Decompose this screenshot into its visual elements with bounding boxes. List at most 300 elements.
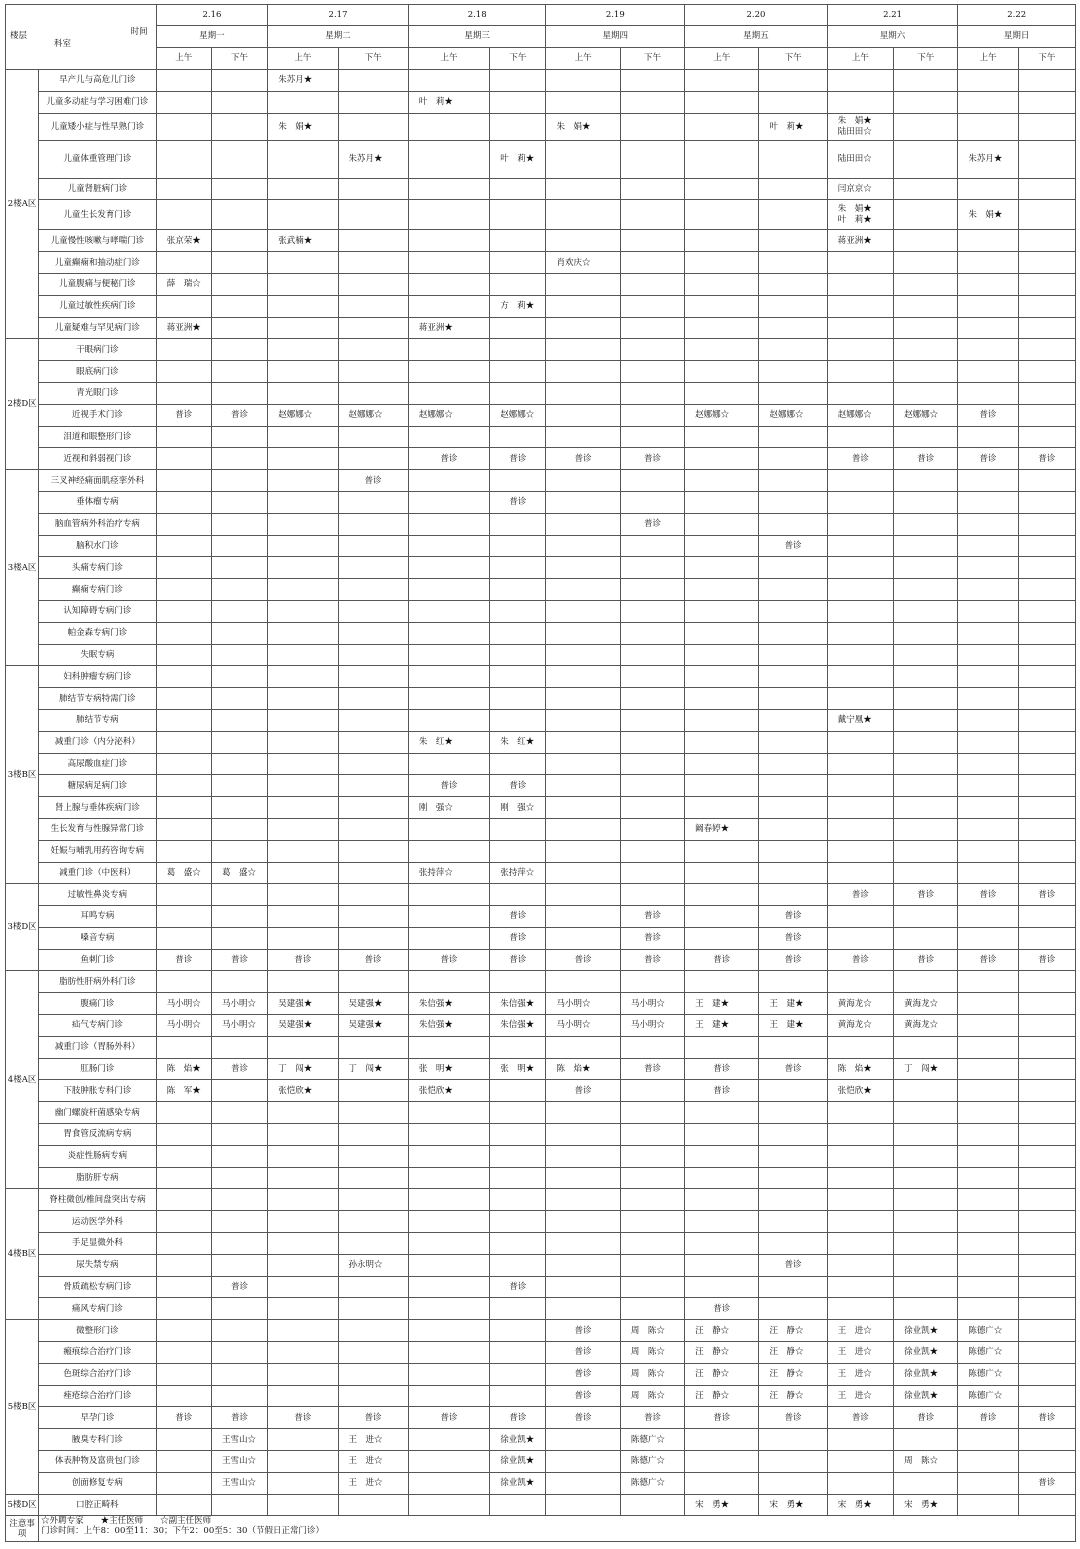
- doctor-cell: [958, 862, 1018, 884]
- doctor-cell: [620, 622, 684, 644]
- weekday-header: 星期六: [827, 26, 958, 47]
- doctor-cell: [759, 1036, 827, 1058]
- doctor-cell: [759, 753, 827, 775]
- doctor-cell: [156, 688, 211, 710]
- doctor-cell: [894, 1145, 958, 1167]
- department-name: 色斑综合治疗门诊: [39, 1363, 157, 1385]
- doctor-cell: [1018, 906, 1075, 928]
- doctor-cell: [894, 753, 958, 775]
- doctor-cell: [958, 535, 1018, 557]
- doctor-cell: 普诊: [490, 1407, 546, 1429]
- doctor-cell: [156, 884, 211, 906]
- doctor-cell: [759, 1211, 827, 1233]
- doctor-cell: 朱 娟★ 陆田田☆: [827, 113, 893, 140]
- doctor-cell: [827, 535, 893, 557]
- doctor-cell: [1018, 557, 1075, 579]
- doctor-cell: [156, 426, 211, 448]
- doctor-cell: [408, 230, 489, 252]
- doctor-cell: [1018, 731, 1075, 753]
- doctor-cell: [268, 1298, 338, 1320]
- doctor-cell: [211, 113, 267, 140]
- doctor-cell: [1018, 1385, 1075, 1407]
- doctor-cell: [546, 971, 620, 993]
- doctor-cell: 普诊: [685, 1080, 759, 1102]
- doctor-cell: [894, 1167, 958, 1189]
- doctor-cell: [620, 644, 684, 666]
- doctor-cell: 普诊: [620, 448, 684, 470]
- doctor-cell: [759, 230, 827, 252]
- doctor-cell: 马小明☆: [546, 1015, 620, 1037]
- doctor-cell: 普诊: [894, 884, 958, 906]
- doctor-cell: [827, 382, 893, 404]
- schedule-row: [6, 731, 1076, 753]
- doctor-cell: 普诊: [759, 1407, 827, 1429]
- doctor-cell: [546, 775, 620, 797]
- doctor-cell: [1018, 295, 1075, 317]
- schedule-row: [6, 884, 1076, 906]
- doctor-cell: [211, 295, 267, 317]
- doctor-cell: [827, 579, 893, 601]
- doctor-cell: [685, 200, 759, 230]
- doctor-cell: [958, 579, 1018, 601]
- doctor-cell: [827, 1276, 893, 1298]
- schedule-row: [6, 971, 1076, 993]
- doctor-cell: [156, 513, 211, 535]
- doctor-cell: [408, 273, 489, 295]
- department-name: 近视手术门诊: [39, 404, 157, 426]
- doctor-cell: 黄海龙☆: [827, 1015, 893, 1037]
- doctor-cell: [685, 295, 759, 317]
- doctor-cell: [156, 775, 211, 797]
- doctor-cell: [211, 178, 267, 200]
- doctor-cell: [211, 709, 267, 731]
- doctor-cell: [759, 1189, 827, 1211]
- doctor-cell: [1018, 753, 1075, 775]
- schedule-row: [6, 273, 1076, 295]
- doctor-cell: [827, 688, 893, 710]
- doctor-cell: 吴建强★: [338, 1015, 408, 1037]
- doctor-cell: [620, 1080, 684, 1102]
- doctor-cell: [408, 513, 489, 535]
- doctor-cell: [156, 1298, 211, 1320]
- doctor-cell: [620, 688, 684, 710]
- doctor-cell: [268, 426, 338, 448]
- doctor-cell: [156, 252, 211, 274]
- doctor-cell: [338, 1124, 408, 1146]
- doctor-cell: [685, 1124, 759, 1146]
- doctor-cell: [685, 1167, 759, 1189]
- doctor-cell: [546, 1298, 620, 1320]
- doctor-cell: 普诊: [211, 1276, 267, 1298]
- department-name: 下肢肿胀专科门诊: [39, 1080, 157, 1102]
- doctor-cell: [490, 273, 546, 295]
- doctor-cell: 王 进☆: [338, 1472, 408, 1494]
- schedule-row: [6, 382, 1076, 404]
- doctor-cell: [490, 1363, 546, 1385]
- doctor-cell: [546, 91, 620, 113]
- doctor-cell: [338, 295, 408, 317]
- doctor-cell: [894, 426, 958, 448]
- schedule-row: [6, 753, 1076, 775]
- doctor-cell: [211, 426, 267, 448]
- doctor-cell: [1018, 1167, 1075, 1189]
- department-name: 早产儿与高危儿门诊: [39, 70, 157, 92]
- doctor-cell: [211, 361, 267, 383]
- doctor-cell: 普诊: [338, 1407, 408, 1429]
- doctor-cell: [268, 818, 338, 840]
- doctor-cell: [211, 818, 267, 840]
- doctor-cell: [338, 1167, 408, 1189]
- doctor-cell: [958, 317, 1018, 339]
- doctor-cell: 普诊: [156, 1407, 211, 1429]
- doctor-cell: [546, 862, 620, 884]
- schedule-row: [6, 557, 1076, 579]
- schedule-row: [6, 513, 1076, 535]
- doctor-cell: [338, 339, 408, 361]
- department-name: 减重门诊（内分泌科）: [39, 731, 157, 753]
- department-name: 儿童过敏性疾病门诊: [39, 295, 157, 317]
- doctor-cell: [211, 1385, 267, 1407]
- doctor-cell: [958, 906, 1018, 928]
- doctor-cell: [827, 971, 893, 993]
- doctor-cell: [827, 361, 893, 383]
- doctor-cell: 普诊: [490, 448, 546, 470]
- doctor-cell: [408, 339, 489, 361]
- doctor-cell: [894, 1233, 958, 1255]
- doctor-cell: [268, 1320, 338, 1342]
- department-name: 腹痛门诊: [39, 993, 157, 1015]
- schedule-row: [6, 840, 1076, 862]
- doctor-cell: [1018, 113, 1075, 140]
- floor-label: 4楼A区: [6, 971, 39, 1189]
- doctor-cell: 蒋亚洲★: [408, 317, 489, 339]
- doctor-cell: [620, 317, 684, 339]
- doctor-cell: 普诊: [211, 1407, 267, 1429]
- schedule-row: [6, 949, 1076, 971]
- doctor-cell: 朱信强★: [408, 1015, 489, 1037]
- department-name: 儿童生长发育门诊: [39, 200, 157, 230]
- schedule-row: [6, 1211, 1076, 1233]
- doctor-cell: 王 进☆: [827, 1320, 893, 1342]
- doctor-cell: [408, 1167, 489, 1189]
- doctor-cell: [620, 1124, 684, 1146]
- department-name: 脊柱微创/椎间盘突出专病: [39, 1189, 157, 1211]
- doctor-cell: [1018, 1015, 1075, 1037]
- doctor-cell: [546, 927, 620, 949]
- doctor-cell: 王 进☆: [338, 1429, 408, 1451]
- department-name: 青光眼门诊: [39, 382, 157, 404]
- corner-header-cell: [6, 5, 157, 70]
- doctor-cell: [490, 91, 546, 113]
- doctor-cell: [894, 295, 958, 317]
- doctor-cell: [156, 1276, 211, 1298]
- doctor-cell: 周 陈☆: [620, 1320, 684, 1342]
- doctor-cell: [894, 971, 958, 993]
- doctor-cell: [408, 426, 489, 448]
- doctor-cell: [546, 1211, 620, 1233]
- doctor-cell: 吴建强★: [268, 993, 338, 1015]
- doctor-cell: [759, 295, 827, 317]
- doctor-cell: [759, 513, 827, 535]
- doctor-cell: [685, 113, 759, 140]
- doctor-cell: [156, 113, 211, 140]
- doctor-cell: [338, 1102, 408, 1124]
- floor-label: 5楼D区: [6, 1494, 39, 1516]
- doctor-cell: [894, 1080, 958, 1102]
- doctor-cell: [620, 178, 684, 200]
- doctor-cell: [268, 1363, 338, 1385]
- doctor-cell: [620, 113, 684, 140]
- doctor-cell: [894, 1102, 958, 1124]
- doctor-cell: [338, 1342, 408, 1364]
- doctor-cell: [211, 579, 267, 601]
- doctor-cell: [408, 1124, 489, 1146]
- doctor-cell: [894, 927, 958, 949]
- doctor-cell: [759, 382, 827, 404]
- doctor-cell: [546, 178, 620, 200]
- doctor-cell: 王雪山☆: [211, 1472, 267, 1494]
- doctor-cell: [546, 200, 620, 230]
- doctor-cell: [268, 971, 338, 993]
- doctor-cell: [827, 1124, 893, 1146]
- doctor-cell: [268, 1233, 338, 1255]
- doctor-cell: [894, 200, 958, 230]
- doctor-cell: 普诊: [408, 949, 489, 971]
- doctor-cell: 普诊: [546, 1342, 620, 1364]
- doctor-cell: [685, 1276, 759, 1298]
- doctor-cell: [211, 666, 267, 688]
- doctor-cell: [268, 535, 338, 557]
- doctor-cell: 陈德广☆: [958, 1342, 1018, 1364]
- doctor-cell: 葛 盛☆: [156, 862, 211, 884]
- doctor-cell: [827, 797, 893, 819]
- doctor-cell: [546, 404, 620, 426]
- doctor-cell: [338, 382, 408, 404]
- schedule-row: [6, 688, 1076, 710]
- pm-header: 下午: [1018, 47, 1075, 69]
- doctor-cell: [759, 1472, 827, 1494]
- doctor-cell: [156, 797, 211, 819]
- doctor-cell: [685, 797, 759, 819]
- doctor-cell: [1018, 644, 1075, 666]
- doctor-cell: [827, 426, 893, 448]
- doctor-cell: [211, 1233, 267, 1255]
- floor-label: 3楼B区: [6, 666, 39, 884]
- doctor-cell: [759, 884, 827, 906]
- date-header: 2.19: [546, 5, 685, 26]
- doctor-cell: 赵娜娜☆: [685, 404, 759, 426]
- doctor-cell: 普诊: [546, 949, 620, 971]
- doctor-cell: [268, 644, 338, 666]
- doctor-cell: [1018, 230, 1075, 252]
- doctor-cell: 普诊: [759, 906, 827, 928]
- doctor-cell: [546, 1451, 620, 1473]
- doctor-cell: [958, 382, 1018, 404]
- doctor-cell: [156, 818, 211, 840]
- doctor-cell: [211, 91, 267, 113]
- doctor-cell: [620, 1189, 684, 1211]
- doctor-cell: [958, 1451, 1018, 1473]
- doctor-cell: 刚 强☆: [490, 797, 546, 819]
- doctor-cell: [685, 1451, 759, 1473]
- department-name: 失眠专病: [39, 644, 157, 666]
- doctor-cell: [620, 1494, 684, 1516]
- doctor-cell: [958, 70, 1018, 92]
- doctor-cell: [827, 1254, 893, 1276]
- doctor-cell: [268, 1451, 338, 1473]
- doctor-cell: 朱 娟★: [546, 113, 620, 140]
- doctor-cell: [490, 1080, 546, 1102]
- doctor-cell: [268, 1189, 338, 1211]
- department-name: 儿童矮小症与性早熟门诊: [39, 113, 157, 140]
- doctor-cell: [268, 361, 338, 383]
- doctor-cell: [759, 644, 827, 666]
- doctor-cell: 吴建强★: [338, 993, 408, 1015]
- doctor-cell: [685, 731, 759, 753]
- doctor-cell: [546, 1189, 620, 1211]
- doctor-cell: [958, 426, 1018, 448]
- doctor-cell: [211, 339, 267, 361]
- doctor-cell: [1018, 491, 1075, 513]
- doctor-cell: [408, 1189, 489, 1211]
- doctor-cell: [338, 1189, 408, 1211]
- doctor-cell: [490, 1342, 546, 1364]
- doctor-cell: [894, 513, 958, 535]
- doctor-cell: [268, 862, 338, 884]
- doctor-cell: [211, 535, 267, 557]
- doctor-cell: [759, 1451, 827, 1473]
- doctor-cell: [827, 818, 893, 840]
- doctor-cell: [408, 535, 489, 557]
- weekday-header: 星期二: [268, 26, 409, 47]
- doctor-cell: [1018, 91, 1075, 113]
- doctor-cell: [685, 426, 759, 448]
- doctor-cell: 张 明★: [408, 1058, 489, 1080]
- doctor-cell: [620, 535, 684, 557]
- floor-label: 3楼D区: [6, 884, 39, 971]
- doctor-cell: [211, 1211, 267, 1233]
- doctor-cell: [156, 382, 211, 404]
- doctor-cell: [759, 448, 827, 470]
- doctor-cell: [268, 91, 338, 113]
- doctor-cell: 普诊: [620, 1058, 684, 1080]
- doctor-cell: 陈 焰★: [156, 1058, 211, 1080]
- doctor-cell: [894, 840, 958, 862]
- doctor-cell: [685, 448, 759, 470]
- doctor-cell: [490, 1102, 546, 1124]
- doctor-cell: [958, 644, 1018, 666]
- doctor-cell: [620, 140, 684, 178]
- doctor-cell: [685, 927, 759, 949]
- doctor-cell: [211, 731, 267, 753]
- doctor-cell: [211, 448, 267, 470]
- am-header: 上午: [958, 47, 1018, 69]
- doctor-cell: [211, 252, 267, 274]
- doctor-cell: [156, 1036, 211, 1058]
- schedule-row: [6, 1407, 1076, 1429]
- doctor-cell: [759, 1429, 827, 1451]
- doctor-cell: [338, 361, 408, 383]
- doctor-cell: [759, 252, 827, 274]
- doctor-cell: 普诊: [1018, 1472, 1075, 1494]
- doctor-cell: [620, 295, 684, 317]
- doctor-cell: [156, 178, 211, 200]
- doctor-cell: [685, 91, 759, 113]
- doctor-cell: [490, 1494, 546, 1516]
- doctor-cell: 普诊: [490, 949, 546, 971]
- schedule-row: [6, 1342, 1076, 1364]
- doctor-cell: 张持萍☆: [490, 862, 546, 884]
- doctor-cell: [338, 1494, 408, 1516]
- doctor-cell: [827, 1189, 893, 1211]
- doctor-cell: 王 进☆: [827, 1363, 893, 1385]
- doctor-cell: [1018, 1429, 1075, 1451]
- doctor-cell: [490, 200, 546, 230]
- doctor-cell: [958, 600, 1018, 622]
- doctor-cell: 徐业凯★: [490, 1472, 546, 1494]
- doctor-cell: [1018, 140, 1075, 178]
- doctor-cell: [211, 753, 267, 775]
- department-name: 疝气专病门诊: [39, 1015, 157, 1037]
- doctor-cell: [620, 709, 684, 731]
- doctor-cell: [685, 470, 759, 492]
- date-header: 2.17: [268, 5, 409, 26]
- doctor-cell: [268, 1167, 338, 1189]
- doctor-cell: [338, 731, 408, 753]
- doctor-cell: [894, 1036, 958, 1058]
- doctor-cell: [620, 797, 684, 819]
- doctor-cell: [1018, 273, 1075, 295]
- doctor-cell: [211, 200, 267, 230]
- doctor-cell: [268, 178, 338, 200]
- department-name: 尿失禁专病: [39, 1254, 157, 1276]
- department-name: 痛风专病门诊: [39, 1298, 157, 1320]
- department-name: 脂肪肝专病: [39, 1167, 157, 1189]
- doctor-cell: 马小明☆: [156, 993, 211, 1015]
- doctor-cell: [338, 91, 408, 113]
- department-name: 儿童腹痛与便秘门诊: [39, 273, 157, 295]
- doctor-cell: [268, 753, 338, 775]
- department-name: 糖尿病足病门诊: [39, 775, 157, 797]
- doctor-cell: [338, 1233, 408, 1255]
- doctor-cell: [685, 491, 759, 513]
- department-name: 嗓音专病: [39, 927, 157, 949]
- doctor-cell: [1018, 252, 1075, 274]
- doctor-cell: [546, 906, 620, 928]
- doctor-cell: [156, 840, 211, 862]
- doctor-cell: [827, 470, 893, 492]
- doctor-cell: 马小明☆: [156, 1015, 211, 1037]
- doctor-cell: [894, 1124, 958, 1146]
- doctor-cell: [958, 818, 1018, 840]
- doctor-cell: [685, 382, 759, 404]
- doctor-cell: [1018, 927, 1075, 949]
- doctor-cell: [338, 178, 408, 200]
- doctor-cell: 普诊: [620, 927, 684, 949]
- doctor-cell: [958, 513, 1018, 535]
- doctor-cell: [894, 113, 958, 140]
- doctor-cell: [490, 644, 546, 666]
- doctor-cell: [338, 230, 408, 252]
- doctor-cell: [156, 140, 211, 178]
- doctor-cell: [894, 140, 958, 178]
- doctor-cell: 王 建★: [759, 1015, 827, 1037]
- clinic-hours-text: 门诊时间：上午8：00至11：30；下午2：00至5：30（节假日正常门诊）: [41, 1526, 324, 1537]
- doctor-cell: [338, 688, 408, 710]
- doctor-cell: [620, 200, 684, 230]
- doctor-cell: [759, 1233, 827, 1255]
- doctor-cell: [211, 1124, 267, 1146]
